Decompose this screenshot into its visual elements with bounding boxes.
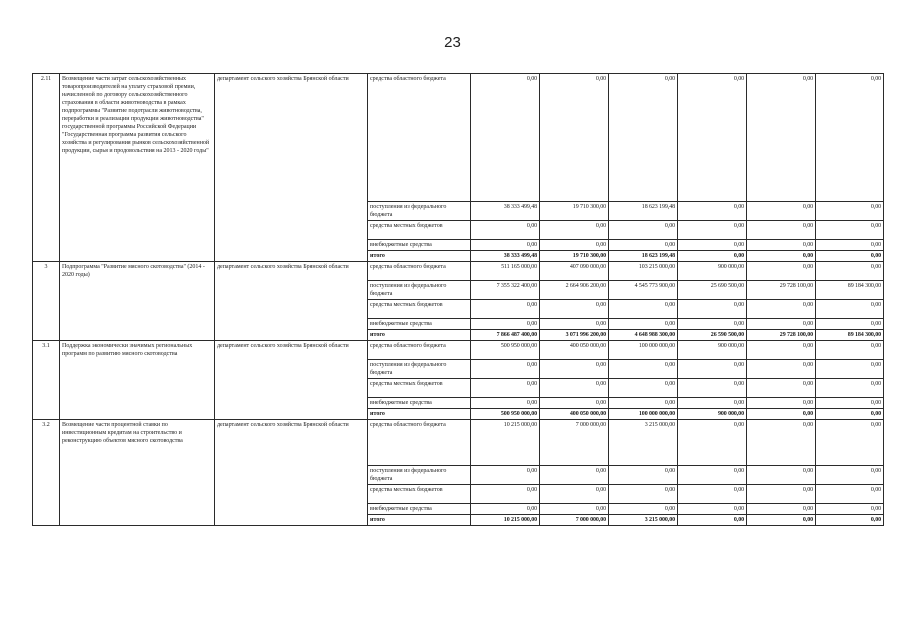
amount-cell: 0,00 xyxy=(747,409,816,420)
funding-source-label: средства местных бюджетов xyxy=(368,221,471,240)
amount-cell: 0,00 xyxy=(747,504,816,515)
amount-cell: 0,00 xyxy=(471,240,540,251)
amount-cell: 900 000,00 xyxy=(678,341,747,360)
amount-cell: 3 215 000,00 xyxy=(609,515,678,526)
amount-cell: 400 050 000,00 xyxy=(540,341,609,360)
amount-cell: 29 728 100,00 xyxy=(747,281,816,300)
amount-cell: 0,00 xyxy=(609,466,678,485)
amount-cell: 0,00 xyxy=(816,300,884,319)
funding-source-label: итого xyxy=(368,515,471,526)
amount-cell: 0,00 xyxy=(609,485,678,504)
amount-cell: 0,00 xyxy=(747,466,816,485)
amount-cell: 0,00 xyxy=(816,398,884,409)
amount-cell: 0,00 xyxy=(816,262,884,281)
funding-source-label: внебюджетные средства xyxy=(368,240,471,251)
amount-cell: 0,00 xyxy=(540,74,609,202)
amount-cell: 0,00 xyxy=(747,398,816,409)
amount-cell: 0,00 xyxy=(540,300,609,319)
amount-cell: 0,00 xyxy=(816,74,884,202)
amount-cell: 0,00 xyxy=(678,515,747,526)
funding-source-label: итого xyxy=(368,409,471,420)
amount-cell: 0,00 xyxy=(747,74,816,202)
amount-cell: 3 071 996 200,00 xyxy=(540,330,609,341)
amount-cell: 0,00 xyxy=(540,398,609,409)
amount-cell: 0,00 xyxy=(471,379,540,398)
amount-cell: 0,00 xyxy=(816,341,884,360)
row-number: 3.2 xyxy=(33,420,60,526)
amount-cell: 0,00 xyxy=(747,240,816,251)
amount-cell: 0,00 xyxy=(747,262,816,281)
amount-cell: 0,00 xyxy=(747,202,816,221)
amount-cell: 0,00 xyxy=(816,360,884,379)
source-row xyxy=(33,262,884,281)
funding-source-label: внебюджетные средства xyxy=(368,319,471,330)
source-row xyxy=(33,74,884,202)
amount-cell: 500 950 000,00 xyxy=(471,409,540,420)
amount-cell: 38 333 499,48 xyxy=(471,202,540,221)
budget-table xyxy=(32,73,884,526)
amount-cell: 0,00 xyxy=(678,221,747,240)
amount-cell: 100 000 000,00 xyxy=(609,341,678,360)
amount-cell: 0,00 xyxy=(816,221,884,240)
source-row xyxy=(33,420,884,466)
amount-cell: 0,00 xyxy=(471,466,540,485)
amount-cell: 0,00 xyxy=(747,485,816,504)
amount-cell: 0,00 xyxy=(471,300,540,319)
amount-cell: 0,00 xyxy=(816,379,884,398)
amount-cell: 4 648 988 300,00 xyxy=(609,330,678,341)
amount-cell: 0,00 xyxy=(678,202,747,221)
funding-source-label: средства местных бюджетов xyxy=(368,379,471,398)
funding-source-label: средства областного бюджета xyxy=(368,420,471,466)
amount-cell: 0,00 xyxy=(678,319,747,330)
amount-cell: 0,00 xyxy=(471,398,540,409)
activity-name: Возмещение части процентной ставки по инвестиционным кредитам на строительство и реконструкцию объектов мясного скотоводства xyxy=(60,420,215,526)
activity-name: Возмещение части затрат сельскохозяйственных товаропроизводителей на уплату страховой премии, начисленной по договору сельскохозяйственного страхования в области животноводства в рамках подпрограммы "Развитие подотрасли животноводства, переработки и реализации продукции животноводства" государственной программы Российской Федерации "Государственная программа развития сельского хозяйства и регулирования рынков сельскохозяйственной продукции, сырья и продовольствия на 2013 - 2020 годы" xyxy=(60,74,215,262)
amount-cell: 0,00 xyxy=(609,300,678,319)
amount-cell: 0,00 xyxy=(747,251,816,262)
amount-cell: 18 623 199,48 xyxy=(609,251,678,262)
amount-cell: 511 165 000,00 xyxy=(471,262,540,281)
amount-cell: 89 184 300,00 xyxy=(816,281,884,300)
amount-cell: 0,00 xyxy=(609,319,678,330)
amount-cell: 0,00 xyxy=(678,485,747,504)
amount-cell: 7 000 000,00 xyxy=(540,515,609,526)
amount-cell: 10 215 000,00 xyxy=(471,515,540,526)
amount-cell: 0,00 xyxy=(540,504,609,515)
funding-source-label: поступления из федерального бюджета xyxy=(368,466,471,485)
amount-cell: 18 623 199,48 xyxy=(609,202,678,221)
source-row xyxy=(33,341,884,360)
amount-cell: 7 866 487 400,00 xyxy=(471,330,540,341)
amount-cell: 0,00 xyxy=(678,251,747,262)
amount-cell: 0,00 xyxy=(747,221,816,240)
amount-cell: 19 710 300,00 xyxy=(540,202,609,221)
amount-cell: 0,00 xyxy=(678,360,747,379)
amount-cell: 0,00 xyxy=(540,466,609,485)
amount-cell: 400 050 000,00 xyxy=(540,409,609,420)
amount-cell: 0,00 xyxy=(540,221,609,240)
amount-cell: 0,00 xyxy=(816,202,884,221)
amount-cell: 0,00 xyxy=(816,251,884,262)
amount-cell: 0,00 xyxy=(816,515,884,526)
amount-cell: 900 000,00 xyxy=(678,409,747,420)
amount-cell: 0,00 xyxy=(678,240,747,251)
executor-name: департамент сельского хозяйства Брянской области xyxy=(215,420,368,526)
amount-cell: 7 355 322 400,00 xyxy=(471,281,540,300)
amount-cell: 0,00 xyxy=(747,360,816,379)
amount-cell: 0,00 xyxy=(609,360,678,379)
amount-cell: 19 710 300,00 xyxy=(540,251,609,262)
funding-source-label: поступления из федерального бюджета xyxy=(368,202,471,221)
amount-cell: 0,00 xyxy=(747,341,816,360)
amount-cell: 0,00 xyxy=(816,504,884,515)
amount-cell: 0,00 xyxy=(747,300,816,319)
amount-cell: 0,00 xyxy=(747,319,816,330)
amount-cell: 0,00 xyxy=(471,504,540,515)
amount-cell: 0,00 xyxy=(540,360,609,379)
amount-cell: 26 590 500,00 xyxy=(678,330,747,341)
amount-cell: 900 000,00 xyxy=(678,262,747,281)
funding-source-label: средства областного бюджета xyxy=(368,262,471,281)
amount-cell: 0,00 xyxy=(678,420,747,466)
amount-cell: 0,00 xyxy=(816,409,884,420)
amount-cell: 500 950 000,00 xyxy=(471,341,540,360)
amount-cell: 0,00 xyxy=(678,379,747,398)
activity-name: Поддержка экономически значимых региональных программ по развитию мясного скотоводства xyxy=(60,341,215,420)
row-number: 3 xyxy=(33,262,60,341)
funding-source-label: итого xyxy=(368,251,471,262)
amount-cell: 0,00 xyxy=(471,319,540,330)
amount-cell: 0,00 xyxy=(816,319,884,330)
amount-cell: 0,00 xyxy=(747,379,816,398)
amount-cell: 0,00 xyxy=(540,319,609,330)
amount-cell: 3 215 000,00 xyxy=(609,420,678,466)
executor-name: департамент сельского хозяйства Брянской области xyxy=(215,262,368,341)
amount-cell: 0,00 xyxy=(747,515,816,526)
budget-table-body xyxy=(33,74,884,526)
amount-cell: 4 545 773 900,00 xyxy=(609,281,678,300)
amount-cell: 0,00 xyxy=(471,221,540,240)
amount-cell: 0,00 xyxy=(540,240,609,251)
amount-cell: 10 215 000,00 xyxy=(471,420,540,466)
amount-cell: 0,00 xyxy=(816,466,884,485)
amount-cell: 0,00 xyxy=(678,300,747,319)
page-number: 23 xyxy=(444,34,461,51)
amount-cell: 0,00 xyxy=(816,240,884,251)
funding-source-label: поступления из федерального бюджета xyxy=(368,360,471,379)
funding-source-label: внебюджетные средства xyxy=(368,504,471,515)
funding-source-label: средства местных бюджетов xyxy=(368,485,471,504)
funding-source-label: итого xyxy=(368,330,471,341)
amount-cell: 0,00 xyxy=(609,379,678,398)
funding-source-label: средства местных бюджетов xyxy=(368,300,471,319)
row-number: 3.1 xyxy=(33,341,60,420)
amount-cell: 89 184 300,00 xyxy=(816,330,884,341)
funding-source-label: внебюджетные средства xyxy=(368,398,471,409)
amount-cell: 0,00 xyxy=(609,398,678,409)
amount-cell: 100 000 000,00 xyxy=(609,409,678,420)
amount-cell: 0,00 xyxy=(678,74,747,202)
amount-cell: 0,00 xyxy=(540,485,609,504)
amount-cell: 0,00 xyxy=(678,398,747,409)
amount-cell: 0,00 xyxy=(540,379,609,398)
amount-cell: 0,00 xyxy=(678,504,747,515)
executor-name: департамент сельского хозяйства Брянской области xyxy=(215,341,368,420)
funding-source-label: поступления из федерального бюджета xyxy=(368,281,471,300)
amount-cell: 38 333 499,48 xyxy=(471,251,540,262)
amount-cell: 0,00 xyxy=(609,74,678,202)
amount-cell: 103 215 000,00 xyxy=(609,262,678,281)
amount-cell: 0,00 xyxy=(816,420,884,466)
executor-name: департамент сельского хозяйства Брянской области xyxy=(215,74,368,262)
amount-cell: 0,00 xyxy=(747,420,816,466)
funding-source-label: средства областного бюджета xyxy=(368,341,471,360)
amount-cell: 0,00 xyxy=(471,74,540,202)
amount-cell: 25 690 500,00 xyxy=(678,281,747,300)
amount-cell: 0,00 xyxy=(678,466,747,485)
amount-cell: 407 090 000,00 xyxy=(540,262,609,281)
funding-source-label: средства областного бюджета xyxy=(368,74,471,202)
amount-cell: 0,00 xyxy=(471,485,540,504)
amount-cell: 0,00 xyxy=(609,504,678,515)
amount-cell: 2 664 906 200,00 xyxy=(540,281,609,300)
amount-cell: 0,00 xyxy=(471,360,540,379)
amount-cell: 0,00 xyxy=(816,485,884,504)
amount-cell: 29 728 100,00 xyxy=(747,330,816,341)
amount-cell: 7 000 000,00 xyxy=(540,420,609,466)
activity-name: Подпрограмма "Развитие мясного скотоводства" (2014 - 2020 годы) xyxy=(60,262,215,341)
row-number: 2.11 xyxy=(33,74,60,262)
amount-cell: 0,00 xyxy=(609,221,678,240)
amount-cell: 0,00 xyxy=(609,240,678,251)
